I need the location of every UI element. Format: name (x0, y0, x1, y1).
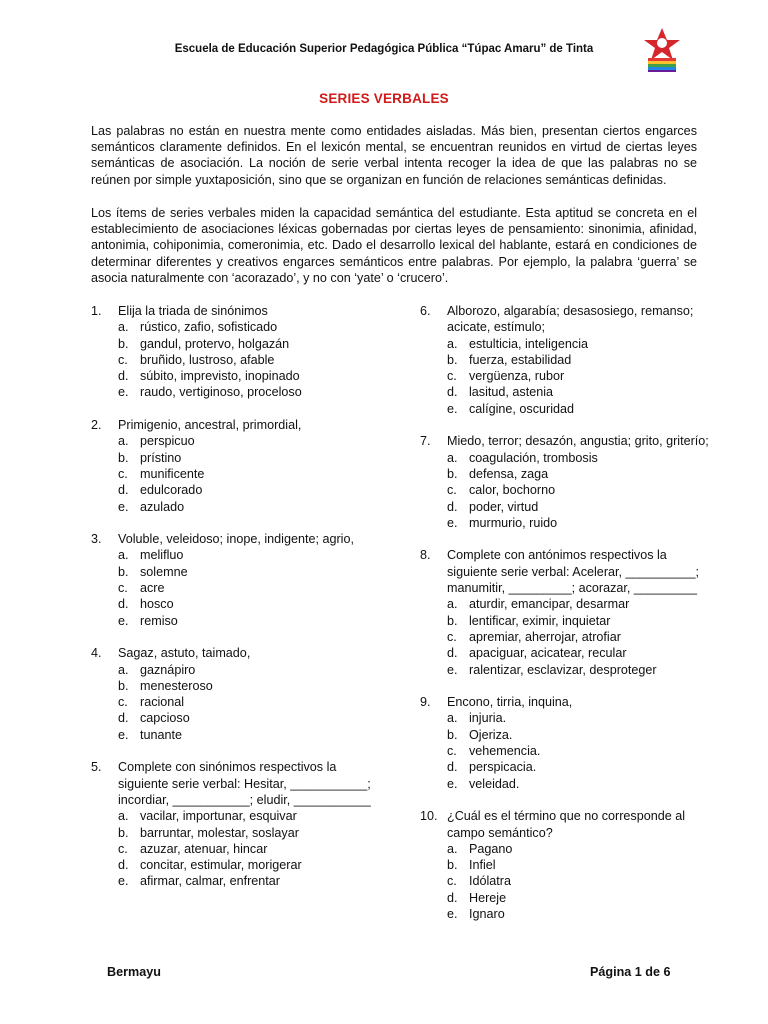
answer-option (91, 825, 381, 841)
option-letter: b. (118, 678, 129, 693)
option-letter: b. (118, 564, 129, 579)
institution-logo-icon (640, 26, 684, 72)
option-text: estulticia, inteligencia (469, 336, 589, 351)
option-text: raudo, vertiginoso, proceloso (140, 385, 302, 400)
answer-option (91, 580, 381, 596)
question-stem (420, 547, 720, 596)
question-stem (91, 417, 381, 433)
question-item (91, 417, 381, 515)
answer-option (91, 352, 381, 368)
option-text: veleidad. (469, 776, 520, 791)
option-text: ralentizar, esclavizar, desproteger (469, 662, 657, 677)
answer-option (420, 662, 720, 678)
option-text: vergüenza, rubor (469, 369, 565, 384)
answer-option (91, 857, 381, 873)
question-number: 1. (91, 304, 102, 318)
option-letter: d. (118, 711, 129, 726)
answer-option (420, 596, 720, 612)
question-stem (420, 694, 720, 710)
question-number: 9. (420, 695, 431, 710)
question-stem (91, 531, 381, 547)
option-text: injuria. (469, 711, 507, 726)
answer-option (91, 873, 381, 889)
question-item (420, 694, 720, 792)
option-letter: e. (118, 727, 129, 742)
option-letter: e. (118, 385, 129, 400)
question-number: 4. (91, 646, 102, 661)
answer-option (420, 499, 720, 515)
option-letter: a. (447, 711, 458, 726)
answer-option (91, 564, 381, 580)
option-text: azuzar, atenuar, hincar (140, 841, 268, 856)
option-letter: b. (447, 352, 458, 367)
option-letter: c. (118, 466, 128, 481)
option-text: afirmar, calmar, enfrentar (140, 874, 280, 889)
option-text: munificente (140, 466, 205, 481)
header-institution: Escuela de Educación Superior Pedagógica Pública “Túpac Amaru” de Tinta (174, 43, 594, 55)
answer-option (91, 596, 381, 612)
option-text: perspicuo (140, 434, 195, 449)
answer-option (91, 384, 381, 400)
option-text: gandul, protervo, holgazán (140, 336, 290, 351)
option-text: solemne (140, 564, 188, 579)
option-letter: e. (447, 906, 458, 921)
question-item (91, 759, 381, 889)
answer-option (91, 336, 381, 352)
option-letter: b. (447, 613, 458, 628)
option-letter: a. (118, 662, 129, 677)
answer-option (420, 368, 720, 384)
question-text: Encono, tirria, inquina, (447, 695, 573, 710)
answer-option (91, 466, 381, 482)
question-item (420, 303, 720, 417)
answer-option (91, 662, 381, 678)
question-text: ¿Cuál es el término que no corresponde al campo semántico? (447, 809, 686, 840)
option-text: apaciguar, acicatear, recular (469, 646, 627, 661)
option-text: azulado (140, 499, 185, 514)
answer-option (420, 466, 720, 482)
option-letter: b. (447, 727, 458, 742)
option-letter: c. (447, 369, 457, 384)
option-letter: b. (118, 450, 129, 465)
option-letter: c. (118, 695, 128, 710)
option-letter: a. (447, 336, 458, 351)
option-text: acre (140, 581, 165, 596)
question-number: 7. (420, 434, 431, 449)
option-text: melifluo (140, 548, 184, 563)
answer-option (420, 710, 720, 726)
answer-option (420, 743, 720, 759)
questions-right-column (420, 303, 720, 939)
question-stem (91, 759, 381, 808)
option-text: Ojeriza. (469, 727, 513, 742)
option-letter: a. (118, 320, 129, 335)
option-letter: e. (447, 401, 458, 416)
option-letter: d. (447, 385, 458, 400)
answer-option (91, 368, 381, 384)
footer-page-number: Página 1 de 6 (590, 965, 671, 979)
footer-author: Bermayu (107, 965, 161, 979)
option-text: coagulación, trombosis (469, 450, 598, 465)
option-text: súbito, imprevisto, inopinado (140, 369, 300, 384)
question-text: Primigenio, ancestral, primordial, (118, 418, 302, 433)
option-letter: c. (447, 483, 457, 498)
answer-option (91, 678, 381, 694)
question-item (91, 531, 381, 629)
option-letter: a. (447, 597, 458, 612)
option-letter: e. (118, 874, 129, 889)
question-text: Alborozo, algarabía; desasosiego, remanso; acicate, estímulo; (447, 304, 694, 335)
answer-option (420, 384, 720, 400)
question-item (420, 433, 720, 531)
question-stem (420, 808, 720, 841)
option-text: lentificar, eximir, inquietar (469, 613, 611, 628)
question-number: 2. (91, 418, 102, 433)
option-text: remiso (140, 613, 178, 628)
option-text: lasitud, astenia (469, 385, 554, 400)
option-text: edulcorado (140, 483, 203, 498)
answer-option (420, 629, 720, 645)
option-letter: e. (118, 613, 129, 628)
question-stem (420, 303, 720, 336)
option-letter: a. (447, 841, 458, 856)
option-letter: c. (118, 581, 128, 596)
answer-option (420, 515, 720, 531)
answer-option (420, 759, 720, 775)
option-text: capcioso (140, 711, 190, 726)
option-text: defensa, zaga (469, 466, 549, 481)
answer-option (420, 645, 720, 661)
option-text: Pagano (469, 841, 513, 856)
option-letter: b. (447, 858, 458, 873)
answer-option (420, 352, 720, 368)
option-text: tunante (140, 727, 183, 742)
answer-option (91, 547, 381, 563)
option-letter: d. (447, 646, 458, 661)
intro-paragraph-1: Las palabras no están en nuestra mente como entidades aisladas. Más bien, presentan ciertos engarces semánticos claramente definidos. En el lexicón mental, se encuentran reunidos en virtud de ciertas leyes semánticas de asociación. La noción de serie verbal intenta recoger la idea de que las palabras no se reúnen por simple yuxtaposición, sino que se organizan en función de relaciones semánticas definidas. (91, 124, 697, 187)
option-letter: a. (118, 434, 129, 449)
answer-option (420, 873, 720, 889)
option-letter: e. (447, 515, 458, 530)
answer-option (420, 890, 720, 906)
option-text: vacilar, importunar, esquivar (140, 809, 297, 824)
intro-paragraph-2: Los ítems de series verbales miden la capacidad semántica del estudiante. Esta aptitud se concreta en el establecimiento de asociaciones léxicas gobernadas por ciertas leyes de pensamiento: sinonimia, afinidad, antonimia, cohiponimia, comeronimia, etc. Dado el desarrollo lexical del hablante, estará en condiciones de determinar diferentes y creativos engarces semánticos entre palabras. Por ejemplo, la palabra ‘guerra’ se asocia naturalmente con ‘acorazado’, y no con ‘yate’ o ‘crucero’. (91, 206, 697, 285)
answer-option (91, 727, 381, 743)
option-letter: d. (118, 597, 129, 612)
option-text: Ignaro (469, 906, 505, 921)
option-text: Hereje (469, 890, 507, 905)
question-text: Elija la triada de sinónimos (118, 304, 268, 318)
option-text: concitar, estimular, morigerar (140, 858, 302, 873)
question-number: 10. (420, 809, 438, 824)
answer-option (91, 808, 381, 824)
option-text: Infiel (469, 858, 496, 873)
option-letter: a. (118, 548, 129, 563)
option-letter: c. (447, 629, 457, 644)
answer-option (420, 776, 720, 792)
answer-option (91, 710, 381, 726)
answer-option (420, 857, 720, 873)
option-text: bruñido, lustroso, afable (140, 352, 275, 367)
question-item (91, 303, 381, 401)
option-text: menesteroso (140, 678, 213, 693)
question-stem (420, 433, 720, 449)
answer-option (91, 694, 381, 710)
option-text: calor, bochorno (469, 483, 556, 498)
option-letter: d. (447, 499, 458, 514)
option-text: poder, virtud (469, 499, 539, 514)
option-text: hosco (140, 597, 174, 612)
answer-option (420, 336, 720, 352)
answer-option (91, 482, 381, 498)
question-text: Complete con antónimos respectivos la siguiente serie verbal: Acelerar, __________; manumitir, _________; acorazar, _________ (447, 548, 700, 596)
answer-option (420, 613, 720, 629)
option-letter: d. (447, 760, 458, 775)
answer-option (91, 433, 381, 449)
answer-option (420, 727, 720, 743)
option-letter: d. (118, 858, 129, 873)
answer-option (91, 450, 381, 466)
option-text: fuerza, estabilidad (469, 352, 572, 367)
option-letter: c. (118, 841, 128, 856)
option-letter: c. (447, 874, 457, 889)
option-letter: a. (118, 809, 129, 824)
question-text: Complete con sinónimos respectivos la siguiente serie verbal: Hesitar, ___________; incordiar, ___________; eludir, ___________ (118, 760, 371, 807)
option-letter: d. (118, 483, 129, 498)
option-letter: b. (447, 466, 458, 481)
answer-option (91, 499, 381, 515)
answer-option (91, 613, 381, 629)
answer-option (420, 841, 720, 857)
option-text: calígine, oscuridad (469, 401, 575, 416)
question-item (420, 808, 720, 922)
answer-option (91, 841, 381, 857)
answer-option (420, 906, 720, 922)
question-item (420, 547, 720, 677)
option-letter: a. (447, 450, 458, 465)
page-title: SERIES VERBALES (319, 91, 449, 106)
option-letter: e. (447, 776, 458, 791)
question-number: 3. (91, 532, 102, 547)
option-text: rústico, zafio, sofisticado (140, 320, 278, 335)
option-letter: b. (118, 825, 129, 840)
option-letter: e. (118, 499, 129, 514)
answer-option (420, 482, 720, 498)
option-text: murmurio, ruido (469, 515, 558, 530)
option-letter: d. (447, 890, 458, 905)
question-item (91, 645, 381, 743)
question-stem (91, 303, 381, 319)
question-number: 8. (420, 548, 431, 563)
question-number: 6. (420, 304, 431, 318)
option-text: prístino (140, 450, 182, 465)
option-text: aturdir, emancipar, desarmar (469, 597, 630, 612)
option-letter: d. (118, 369, 129, 384)
question-text: Sagaz, astuto, taimado, (118, 646, 251, 661)
question-text: Miedo, terror; desazón, angustia; grito, griterío; (447, 434, 709, 449)
question-stem (91, 645, 381, 661)
questions-left-column (91, 303, 381, 906)
option-letter: e. (447, 662, 458, 677)
option-text: apremiar, aherrojar, atrofiar (469, 629, 621, 644)
answer-option (91, 319, 381, 335)
option-letter: c. (118, 352, 128, 367)
option-text: barruntar, molestar, soslayar (140, 825, 299, 840)
option-letter: c. (447, 744, 457, 759)
answer-option (420, 450, 720, 466)
option-text: Idólatra (469, 874, 512, 889)
answer-option (420, 401, 720, 417)
option-text: gaznápiro (140, 662, 196, 677)
option-text: vehemencia. (469, 744, 541, 759)
option-text: perspicacia. (469, 760, 537, 775)
question-number: 5. (91, 760, 102, 775)
question-text: Voluble, veleidoso; inope, indigente; agrio, (118, 532, 354, 547)
option-text: racional (140, 695, 185, 710)
option-letter: b. (118, 336, 129, 351)
